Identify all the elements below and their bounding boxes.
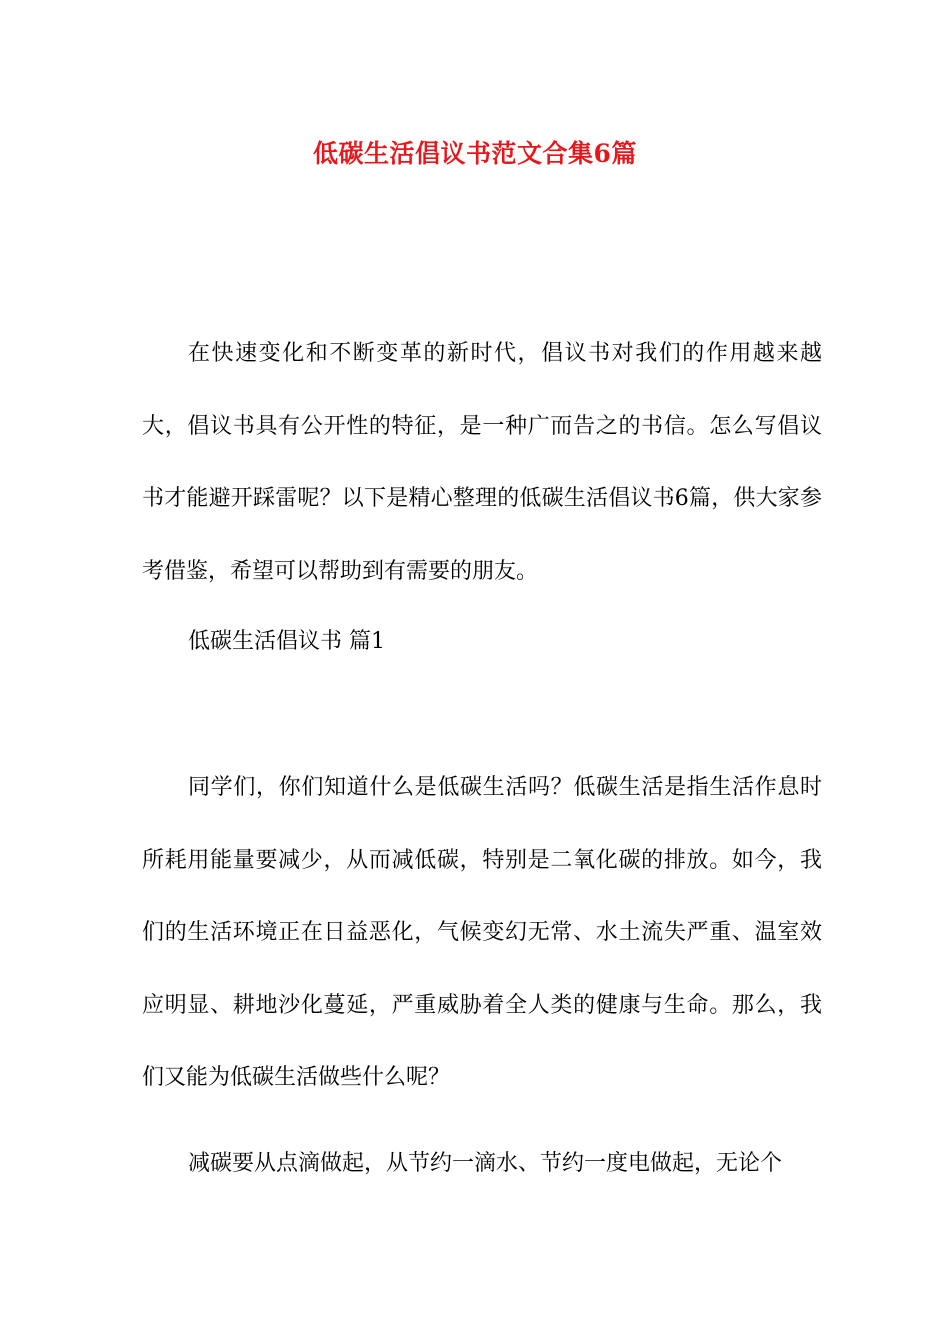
body-paragraph: 同学们，你们知道什么是低碳生活吗？低碳生活是指生活作息时所耗用能量要减少，从而减低碳，特别是二氧化碳的排放。如今，我们的生活环境正在日益恶化，气候变幻无常、水土流失严重、温室效应明显、耕地沙化蔓延，严重威胁着全人类的健康与生命。那么，我们又能为低碳生活做些什么呢？ [142, 775, 822, 1090]
document-title: 低碳生活倡议书范文合集6篇 [313, 139, 637, 168]
section-heading: 低碳生活倡议书 篇1 [188, 629, 385, 654]
body-paragraph-continued: 减碳要从点滴做起，从节约一滴水、节约一度电做起，无论个 [188, 1151, 783, 1176]
intro-paragraph: 在快速变化和不断变革的新时代，倡议书对我们的作用越来越大，倡议书具有公开性的特征，是一种广而告之的书信。怎么写倡议书才能避开踩雷呢？以下是精心整理的低碳生活倡议书6篇，供大家参考借鉴，希望可以帮助到有需要的朋友。 [142, 341, 822, 584]
